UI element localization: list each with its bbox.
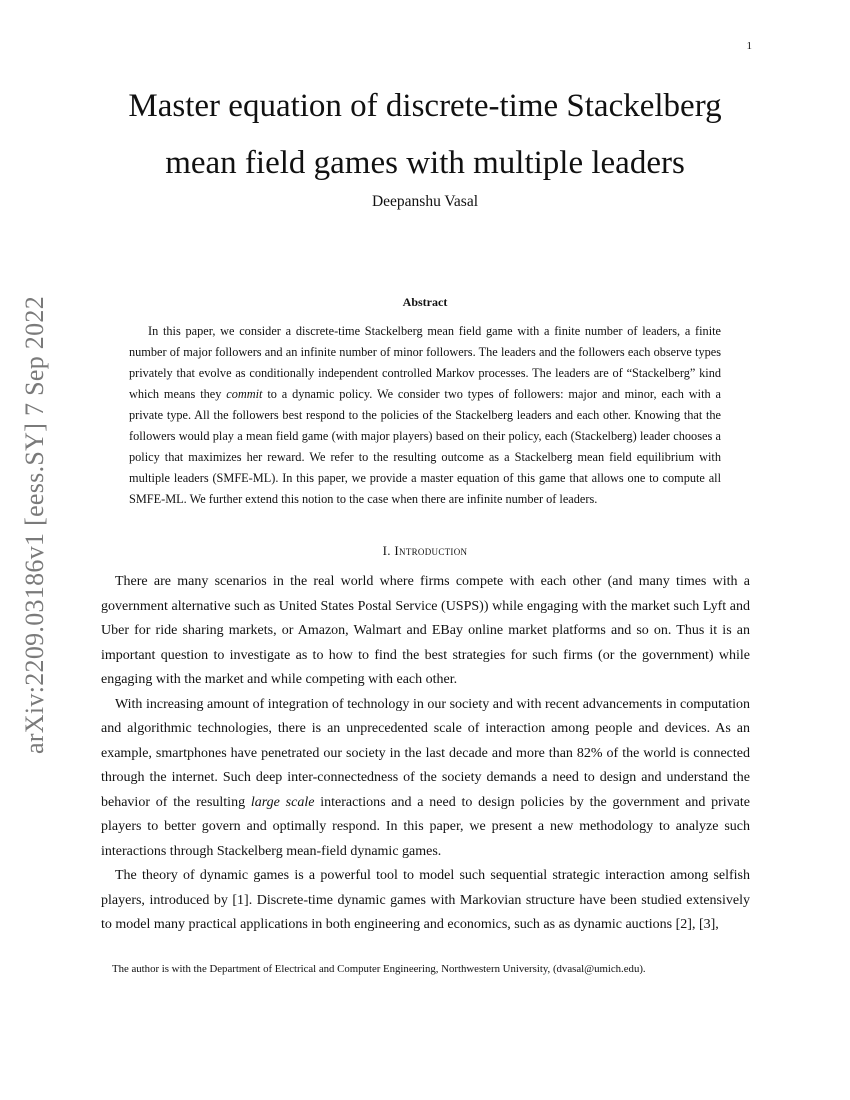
section-heading-introduction: [100, 543, 750, 559]
author-affiliation-footnote: The author is with the Department of Electrical and Computer Engineering, Northwestern University, (dvasal@umich.edu).: [112, 963, 646, 975]
paragraph-2-part-2: interactions and a need to design policies by the government and private players to better govern and optimally respond. In this paper, we present a new methodology to analyze such interactions through Stackelberg mean-field dynamic games.: [101, 794, 750, 859]
section-number: I.: [382, 543, 395, 558]
paragraph-2: [101, 693, 750, 865]
paragraph-3: The theory of dynamic games is a powerful tool to model such sequential strategic interaction among selfish players, introduced by [1]. Discrete-time dynamic games with Markovian structure have been studied extensively to model many practical applications in both engineering and economics, such as as dynamic auctions [2], [3],: [101, 868, 750, 932]
abstract-text-part-1: In this paper, we consider a discrete-time Stackelberg mean field game with a finite number of leaders, a finite number of major followers and an infinite number of minor followers. The leaders and the followers each observe types privately that evolve as conditionally independent controlled Markov processes. The leaders are of “Stackelberg” kind which means they: [129, 324, 721, 401]
section-title: Introduction: [394, 543, 468, 558]
paragraph-1: There are many scenarios in the real world where firms compete with each other (and many times with a government alternative such as United States Postal Service (USPS)) while engaging with the market such Lyft and Uber for ride sharing markets, or Amazon, Walmart and EBay online market platforms and so on. Thus it is an important question to investigate as to how to find the best strategies for such firms (or the government) while engaging with the market and while competing with each other.: [101, 574, 750, 687]
abstract-text-part-2: to a dynamic policy. We consider two types of followers: major and minor, each with a private type. All the followers best respond to the policies of the Stackelberg leaders and each other. Knowing that the followers would play a mean field game (with major players) based on their policy, each (Stackelberg) leader chooses a policy that maximizes her reward. We refer to the resulting outcome as a Stackelberg mean field equilibrium with multiple leaders (SMFE-ML). In this paper, we provide a master equation of this game that allows one to compute all SMFE-ML. We further extend this notion to the case when there are infinite number of leaders.: [129, 387, 721, 506]
abstract-heading: Abstract: [402, 295, 448, 309]
paragraph-2-emphasis: large scale: [250, 794, 315, 810]
title-line-2: mean field games with multiple leaders: [165, 145, 685, 181]
abstract-text: [129, 321, 721, 510]
title-line-1: Master equation of discrete-time Stackelberg: [128, 88, 722, 124]
author-name: Deepanshu Vasal: [371, 193, 479, 210]
paper-title: [100, 78, 750, 192]
body-text: [101, 570, 750, 938]
paragraph-2-part-1: With increasing amount of integration of technology in our society and with recent advancements in computation and algorithmic technologies, there is an unprecedented scale of interaction among people and devices. As an example, smartphones have penetrated our society in the last decade and more than 82% of the world is connected through the internet. Such deep inter-connectedness of the society demands a need to design and understand the behavior of the resulting: [101, 696, 750, 810]
arxiv-identifier-stamp: arXiv:2209.03186v1 [eess.SY] 7 Sep 2022: [20, 296, 49, 754]
page-number: 1: [746, 40, 752, 52]
abstract-emphasis: commit: [226, 387, 263, 401]
